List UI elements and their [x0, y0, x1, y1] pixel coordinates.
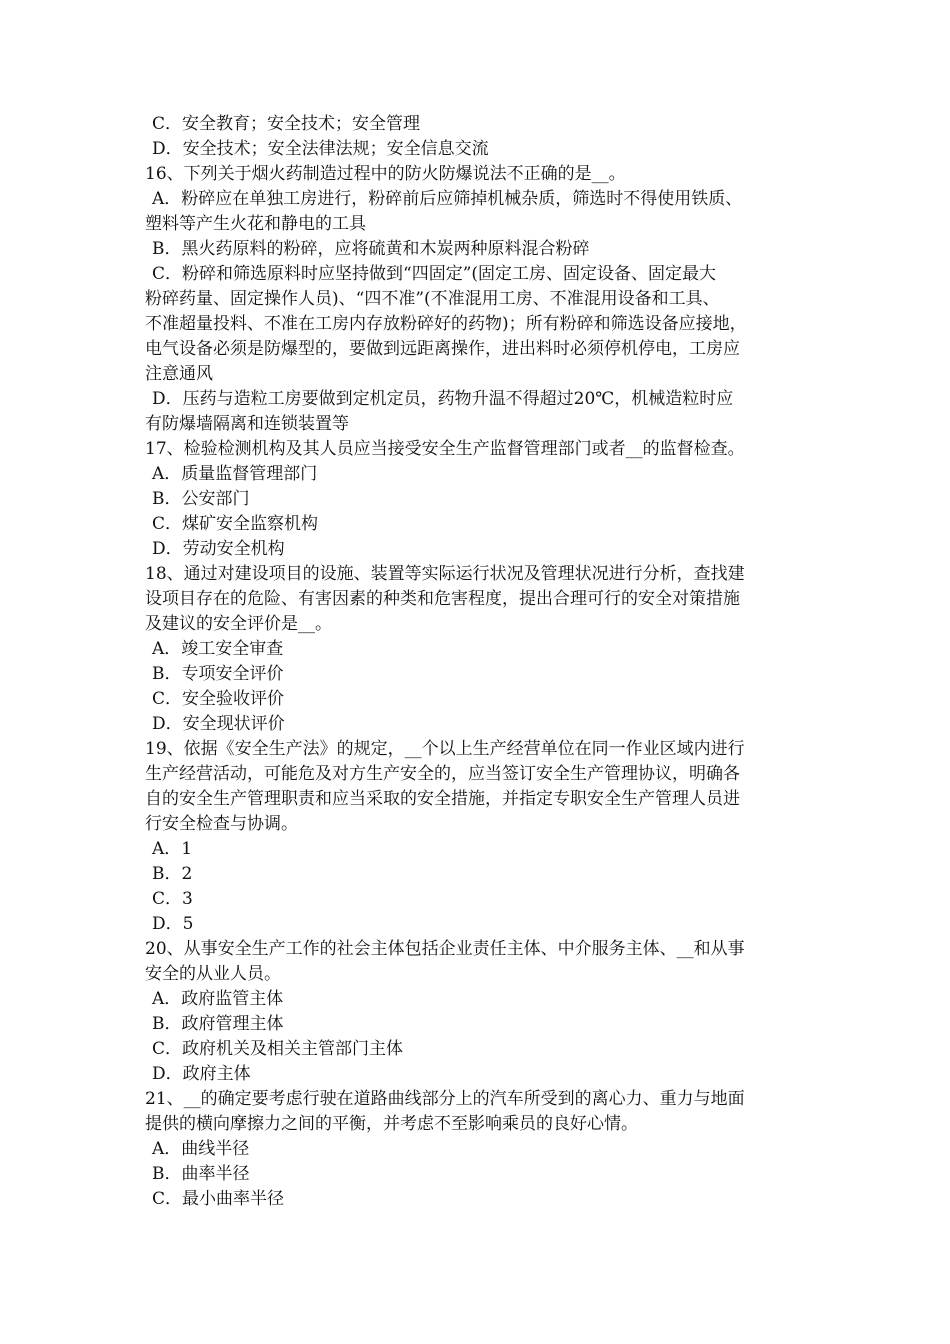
answer-option-line: D．安全技术；安全法律法规；安全信息交流 — [152, 139, 489, 159]
question-text-line: 安全的从业人员。 — [145, 964, 281, 984]
answer-option-line: A．粉碎应在单独工房进行，粉碎前后应筛掉机械杂质，筛选时不得使用铁质、 — [152, 189, 743, 209]
answer-option-line: C．煤矿安全监察机构 — [152, 514, 319, 534]
answer-option-line: D．政府主体 — [152, 1064, 251, 1084]
question-text-line: 有防爆墙隔离和连锁装置等 — [145, 414, 349, 434]
question-text-line: 注意通风 — [145, 364, 213, 384]
question-text-line: 不准超量投料、不准在工房内存放粉碎好的药物)；所有粉碎和筛选设备应接地， — [145, 314, 747, 334]
answer-option-line: B．黑火药原料的粉碎，应将硫黄和木炭两种原料混合粉碎 — [152, 239, 590, 259]
answer-option-line: A．质量监督管理部门 — [152, 464, 318, 484]
answer-option-line: B．政府管理主体 — [152, 1014, 284, 1034]
answer-option-line: C．政府机关及相关主管部门主体 — [152, 1039, 404, 1059]
answer-option-line: A．1 — [152, 839, 193, 859]
answer-option-line: C．安全验收评价 — [152, 689, 285, 709]
answer-option-line: C．粉碎和筛选原料时应坚持做到“四固定”(固定工房、固定设备、固定最大 — [152, 264, 717, 284]
question-text-line: 及建议的安全评价是__。 — [145, 614, 332, 634]
question-text-line: 电气设备必须是防爆型的，要做到远距离操作，进出料时必须停机停电，工房应 — [145, 339, 740, 359]
question-text-line: 18、通过对建设项目的设施、装置等实际运行状况及管理状况进行分析，查找建 — [145, 564, 745, 584]
answer-option-line: B．2 — [152, 864, 193, 884]
question-text-line: 19、依据《安全生产法》的规定，__个以上生产经营单位在同一作业区域内进行 — [145, 739, 745, 759]
question-text-line: 21、__的确定要考虑行驶在道路曲线部分上的汽车所受到的离心力、重力与地面 — [145, 1089, 745, 1109]
answer-option-line: C．3 — [152, 889, 193, 909]
question-text-line: 生产经营活动，可能危及对方生产安全的，应当签订安全生产管理协议，明确各 — [145, 764, 740, 784]
answer-option-line: D．安全现状评价 — [152, 714, 285, 734]
answer-option-line: A．竣工安全审查 — [152, 639, 284, 659]
answer-option-line: D．5 — [152, 914, 194, 934]
answer-option-line: B．公安部门 — [152, 489, 250, 509]
question-text-line: 塑料等产生火花和静电的工具 — [145, 214, 366, 234]
question-text-line: 粉碎药量、固定操作人员)、“四不准”(不准混用工房、不准混用设备和工具、 — [145, 289, 720, 309]
question-text-line: 16、下列关于烟火药制造过程中的防火防爆说法不正确的是__。 — [145, 164, 626, 184]
question-text-line: 17、检验检测机构及其人员应当接受安全生产监督管理部门或者__的监督检查。 — [145, 439, 745, 459]
question-text-line: 20、从事安全生产工作的社会主体包括企业责任主体、中介服务主体、__和从事 — [145, 939, 745, 959]
question-text-line: 行安全检查与协调。 — [145, 814, 298, 834]
answer-option-line: C．最小曲率半径 — [152, 1189, 285, 1209]
answer-option-line: B．曲率半径 — [152, 1164, 250, 1184]
question-text-line: 设项目存在的危险、有害因素的种类和危害程度，提出合理可行的安全对策措施 — [145, 589, 740, 609]
answer-option-line: A．政府监管主体 — [152, 989, 284, 1009]
answer-option-line: A．曲线半径 — [152, 1139, 250, 1159]
answer-option-line: B．专项安全评价 — [152, 664, 284, 684]
answer-option-line: C．安全教育；安全技术；安全管理 — [152, 114, 421, 134]
document-body — [145, 112, 813, 1212]
question-text-line: 自的安全生产管理职责和应当采取的安全措施，并指定专职安全生产管理人员进 — [145, 789, 740, 809]
answer-option-line: D．压药与造粒工房要做到定机定员，药物升温不得超过20℃，机械造粒时应 — [152, 389, 734, 409]
answer-option-line: D．劳动安全机构 — [152, 539, 285, 559]
question-text-line: 提供的横向摩擦力之间的平衡，并考虑不至影响乘员的良好心情。 — [145, 1114, 638, 1134]
